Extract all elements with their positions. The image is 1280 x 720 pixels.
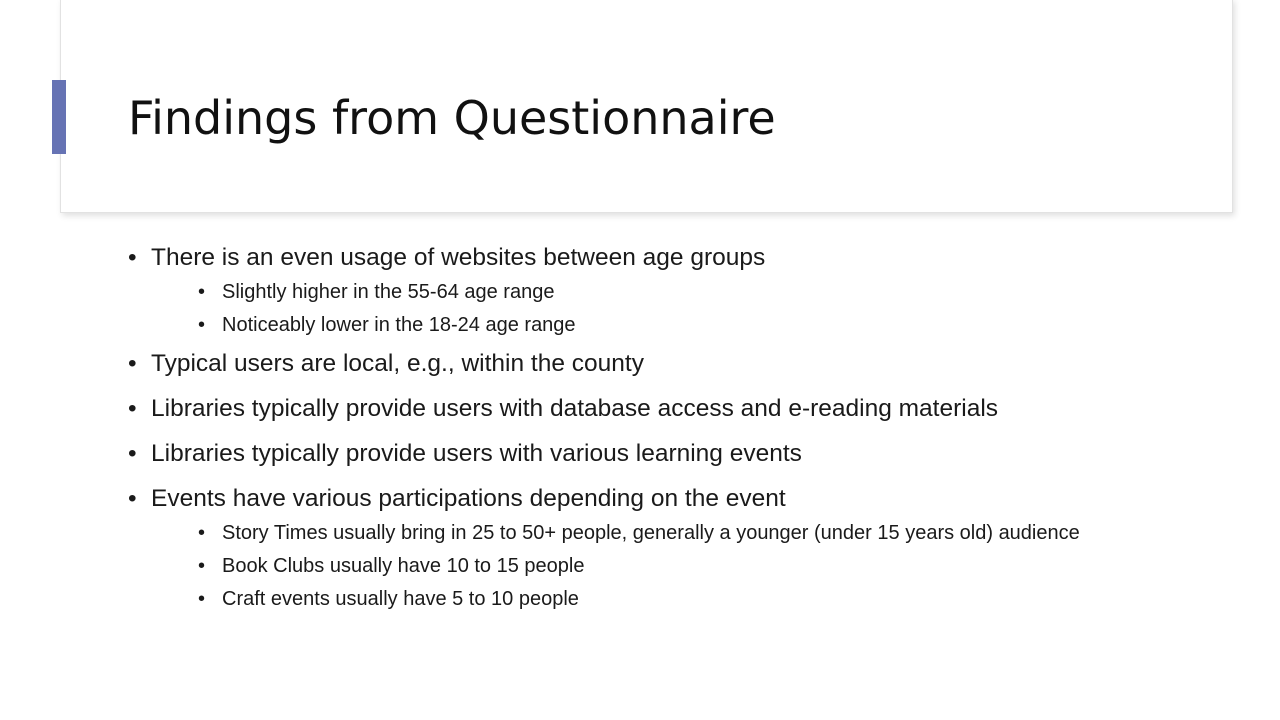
bullet-icon: • bbox=[128, 395, 137, 422]
sub-bullet-list bbox=[151, 277, 1248, 340]
bullet-icon: • bbox=[198, 314, 206, 336]
bullet-item bbox=[128, 241, 1248, 340]
bullet-item bbox=[128, 437, 1248, 471]
bullet-icon: • bbox=[198, 281, 206, 303]
sub-bullet-text: Story Times usually bring in 25 to 50+ people, generally a younger (under 15 years old) audience bbox=[222, 522, 1080, 544]
bullet-text: Libraries typically provide users with various learning events bbox=[151, 440, 802, 467]
bullet-text: Events have various participations depending on the event bbox=[151, 485, 786, 512]
bullet-item bbox=[128, 392, 1248, 426]
bullet-icon: • bbox=[128, 485, 137, 512]
sub-bullet-text: Book Clubs usually have 10 to 15 people bbox=[222, 555, 585, 577]
slide-title: Findings from Questionnaire bbox=[128, 91, 776, 145]
bullet-text: Libraries typically provide users with database access and e-reading materials bbox=[151, 395, 999, 422]
bullet-icon: • bbox=[198, 522, 206, 544]
bullet-icon: • bbox=[128, 440, 137, 467]
sub-bullet-item bbox=[151, 518, 1248, 548]
title-accent-bar bbox=[52, 80, 66, 154]
bullet-icon: • bbox=[128, 244, 137, 271]
sub-bullet-text: Craft events usually have 5 to 10 people bbox=[222, 588, 579, 610]
sub-bullet-item bbox=[151, 551, 1248, 581]
sub-bullet-item bbox=[151, 584, 1248, 614]
bullet-list bbox=[128, 241, 1248, 614]
content-area bbox=[128, 241, 1248, 621]
bullet-item bbox=[128, 347, 1248, 381]
bullet-item bbox=[128, 482, 1248, 614]
sub-bullet-item bbox=[151, 277, 1248, 307]
bullet-icon: • bbox=[198, 588, 206, 610]
sub-bullet-item bbox=[151, 310, 1248, 340]
bullet-text: There is an even usage of websites between age groups bbox=[151, 244, 766, 271]
sub-bullet-text: Noticeably lower in the 18-24 age range bbox=[222, 314, 576, 336]
sub-bullet-list bbox=[151, 518, 1248, 614]
bullet-icon: • bbox=[198, 555, 206, 577]
sub-bullet-text: Slightly higher in the 55-64 age range bbox=[222, 281, 555, 303]
bullet-text: Typical users are local, e.g., within the county bbox=[151, 350, 644, 377]
bullet-icon: • bbox=[128, 350, 137, 377]
